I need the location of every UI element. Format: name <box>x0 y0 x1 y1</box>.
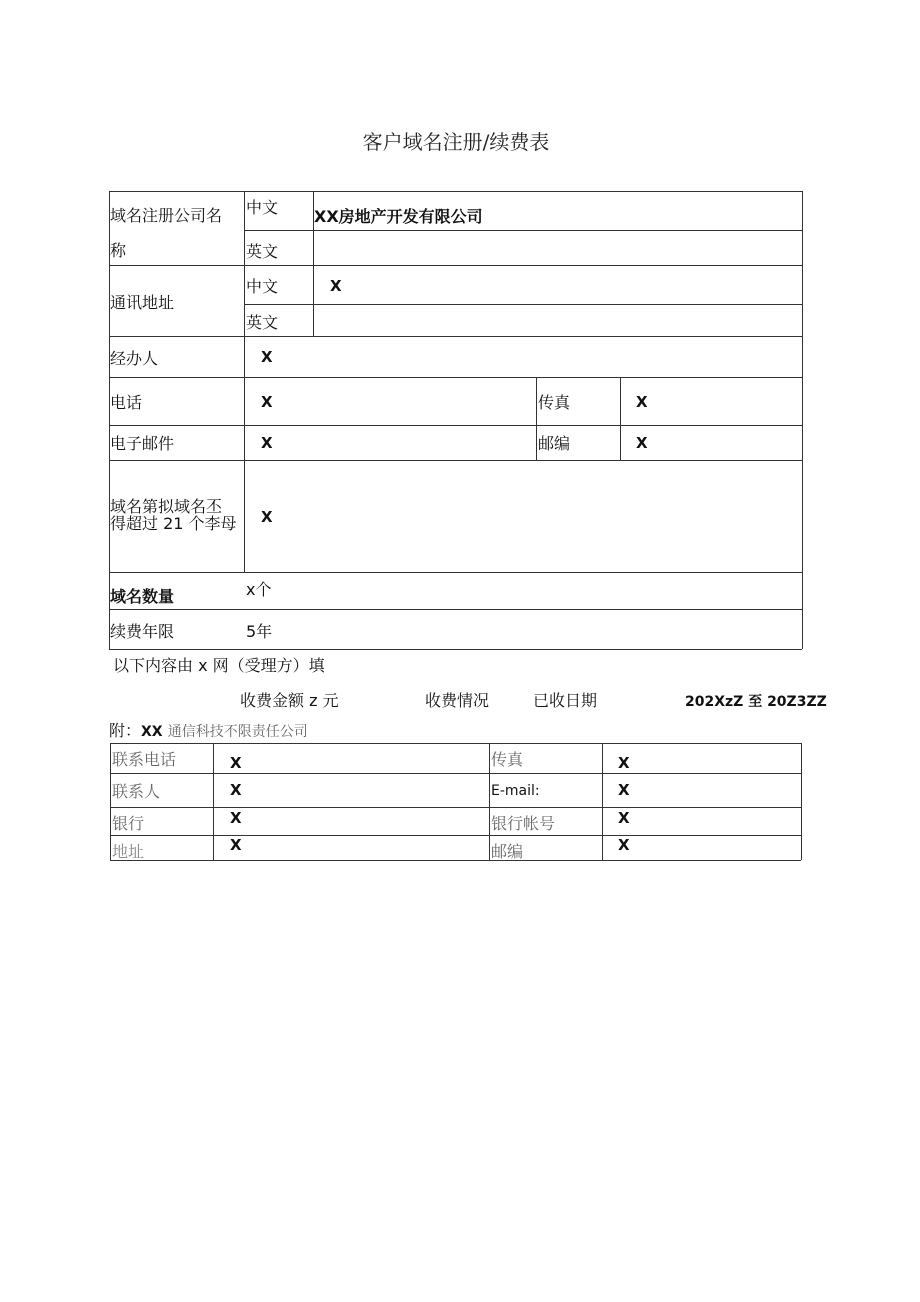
office-note: 以下内容由 x 网（受理方）填 <box>113 656 325 675</box>
attachment-company-suffix: 通信科技不限责任公司 <box>167 724 308 740</box>
company-cn-label: 中文 <box>246 198 279 217</box>
phone-value[interactable]: X <box>261 393 273 411</box>
zip-value[interactable]: X <box>636 434 648 452</box>
domain-plan-value[interactable]: X <box>261 508 273 526</box>
attachment-prefix: 附： <box>109 721 142 740</box>
address-en-label: 英文 <box>246 313 279 332</box>
attachment-line <box>109 721 308 742</box>
contact-address-label: 地址 <box>112 842 145 861</box>
domain-count-value[interactable]: x个 <box>246 580 272 599</box>
company-cn-value <box>314 207 483 227</box>
email-value[interactable]: X <box>261 434 273 452</box>
contact-bank-value[interactable]: X <box>230 809 242 827</box>
contact-fax-label: 传真 <box>491 750 524 769</box>
renewal-years-value[interactable]: 5年 <box>246 622 273 641</box>
domain-count-label: 域名数量 <box>110 587 175 606</box>
handler-value[interactable]: X <box>261 348 273 366</box>
attachment-company: XX <box>141 724 163 740</box>
contact-person-value[interactable]: X <box>230 781 242 799</box>
fee-received-label: 已收日期 <box>533 691 598 710</box>
fee-status-label: 收费情况 <box>425 691 490 710</box>
company-en-label: 英文 <box>246 242 279 261</box>
contact-email-value[interactable]: X <box>618 781 630 799</box>
contact-person-label: 联系人 <box>112 782 161 801</box>
contact-phone-value[interactable]: X <box>230 754 242 772</box>
address-label: 通讯地址 <box>110 293 175 312</box>
fax-value[interactable]: X <box>636 393 648 411</box>
contact-address-value[interactable]: X <box>230 836 242 854</box>
company-label-line1: 域名注册公司名 <box>110 206 223 225</box>
phone-label: 电话 <box>110 393 143 412</box>
domain-plan-label-line1: 域名第拟域名丕 <box>110 497 223 516</box>
fax-label: 传真 <box>538 393 571 412</box>
address-cn-label: 中文 <box>246 277 279 296</box>
contact-email-label: E-mail: <box>491 783 540 799</box>
contact-fax-value[interactable]: X <box>618 754 630 772</box>
company-cn-value-text: XX房地产开发有限公司 <box>314 207 483 226</box>
company-label-line2: 称 <box>110 241 127 260</box>
contact-phone-label: 联系电话 <box>112 750 177 769</box>
domain-plan-label-line2: 得超过 21 个李母 <box>110 514 237 533</box>
page-title: 客户域名注册/续费表 <box>362 130 550 154</box>
fee-period: 202XzZ 至 20Z3ZZ <box>685 694 827 710</box>
contact-zip-value[interactable]: X <box>618 836 630 854</box>
address-cn-value[interactable]: X <box>330 277 342 295</box>
contact-bank-account-value[interactable]: X <box>618 809 630 827</box>
handler-label: 经办人 <box>110 349 159 368</box>
contact-bank-label: 银行 <box>112 814 145 833</box>
renewal-years-label: 续费年限 <box>110 622 175 641</box>
zip-label: 邮编 <box>538 434 571 453</box>
contact-zip-label: 邮编 <box>491 842 524 861</box>
email-label: 电子邮件 <box>110 434 175 453</box>
contact-bank-account-label: 银行帐号 <box>491 814 556 833</box>
fee-amount-label: 收费金额 z 元 <box>240 691 339 710</box>
